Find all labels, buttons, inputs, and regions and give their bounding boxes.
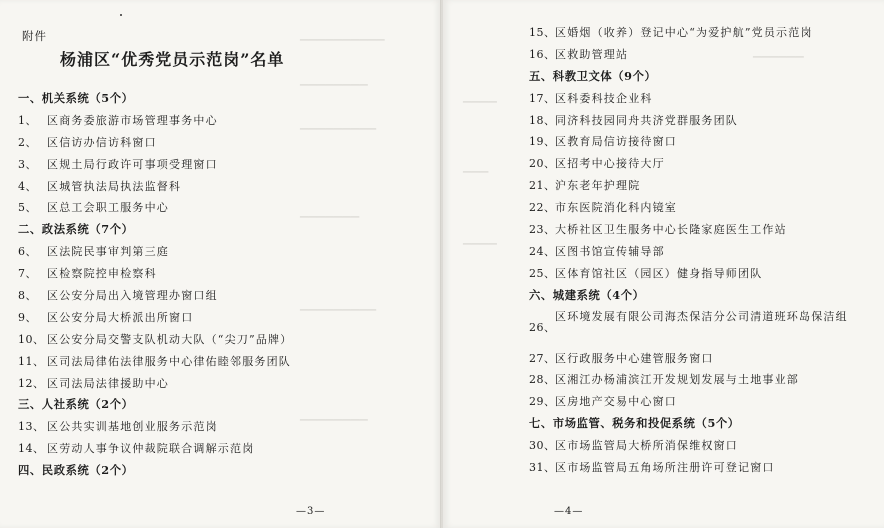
page-number: —3— (296, 506, 326, 517)
list-item (0, 416, 441, 438)
list-item (0, 307, 441, 329)
show-through-mark: ▁▁▁▁▁▁▁▁▁ (300, 298, 377, 311)
item-text: 区劳动人事争议仲裁院联合调解示范岗 (47, 442, 255, 456)
list-item (443, 241, 884, 263)
item-text: 区司法局律佑法律服务中心律佑睦邻服务团队 (47, 354, 291, 368)
list-item (443, 457, 884, 479)
item-number: 28、 (529, 373, 556, 387)
item-text: 区行政服务中心建管服务窗口 (555, 351, 714, 365)
item-number: 2、 (18, 135, 37, 149)
list-item (443, 153, 884, 175)
section-title: 六、城建系统（4个） (529, 287, 645, 302)
item-text: 沪东老年护理院 (555, 179, 641, 193)
page-number: —4— (554, 506, 584, 517)
item-text: 区招考中心接待大厅 (555, 157, 665, 171)
section-heading (0, 460, 441, 482)
list-item (0, 285, 441, 307)
right-page (443, 0, 884, 528)
item-number: 7、 (18, 267, 37, 281)
item-number: 1、 (18, 113, 37, 127)
item-text: 同济科技园同舟共济党群服务团队 (555, 113, 738, 127)
list-item (0, 351, 441, 373)
list-item (443, 110, 884, 132)
section-heading (0, 394, 441, 416)
item-number: 29、 (529, 395, 556, 409)
show-through-mark: ▁▁▁▁▁▁ (753, 45, 804, 58)
item-number: 17、 (529, 91, 556, 105)
item-number: 5、 (18, 201, 37, 215)
item-number: 13、 (18, 420, 45, 434)
item-text: 区市场监管局五角场所注册许可登记窗口 (555, 461, 775, 475)
section-title: 一、机关系统（5个） (18, 91, 134, 105)
item-text: 区市场监管局大桥所消保维权窗口 (555, 439, 738, 453)
item-number: 19、 (529, 135, 556, 149)
left-list (0, 88, 441, 482)
item-number: 16、 (529, 47, 556, 61)
item-number: 14、 (18, 442, 45, 456)
item-text: 区信访办信访科窗口 (47, 135, 157, 149)
item-text: 市东医院消化科内镜室 (555, 201, 677, 215)
list-item (443, 88, 884, 110)
item-text: 区科委科技企业科 (555, 91, 653, 105)
item-text: 区图书馆宣传辅导部 (555, 244, 665, 258)
section-heading (0, 88, 441, 110)
list-item (443, 219, 884, 241)
item-text: 区检察院控申检察科 (47, 267, 157, 281)
item-number: 9、 (18, 310, 37, 324)
item-number: 11、 (18, 354, 45, 368)
item-text: 区城管执法局执法监督科 (47, 179, 182, 193)
show-through-mark: ▁▁▁ (463, 160, 489, 173)
list-item (443, 391, 884, 413)
item-number: 31、 (529, 461, 556, 475)
show-through-mark: ▁▁▁▁ (463, 232, 497, 245)
list-item (0, 154, 441, 176)
list-item (0, 197, 441, 219)
item-number: 27、 (529, 351, 556, 365)
section-heading (443, 66, 884, 88)
item-number: 15、 (529, 26, 556, 39)
list-item (443, 44, 884, 66)
item-text: 区司法局法律援助中心 (47, 376, 169, 390)
item-text: 区商务委旅游市场管理事务中心 (47, 113, 218, 127)
item-number: 4、 (18, 179, 37, 193)
item-text: 区救助管理站 (555, 47, 629, 61)
list-item (443, 197, 884, 219)
item-text: 区总工会职工服务中心 (47, 201, 169, 215)
list-item (443, 307, 884, 348)
section-heading (443, 285, 884, 307)
list-item (0, 373, 441, 395)
item-text: 区湘江办杨浦滨江开发规划发展与土地事业部 (555, 373, 799, 387)
show-through-mark: ▁▁▁▁▁▁▁▁▁▁ (300, 28, 385, 41)
item-text: 区公安分局大桥派出所窗口 (47, 310, 194, 324)
item-number: 12、 (18, 376, 45, 390)
item-text: 区婚烟（收养）登记中心“为爱护航”党员示范岗 (555, 26, 813, 39)
item-text: 区房地产交易中心窗口 (555, 395, 677, 409)
item-text: 区教育局信访接待窗口 (555, 135, 677, 149)
list-item (443, 131, 884, 153)
list-item (0, 176, 441, 198)
show-through-mark: ▁▁▁▁▁▁▁▁ (300, 73, 368, 86)
list-item (443, 175, 884, 197)
item-number: 23、 (529, 223, 556, 237)
item-text: 区环境发展有限公司海杰保洁分公司清道班环岛保洁组 (555, 309, 848, 323)
section-heading (0, 219, 441, 241)
list-item (0, 438, 441, 460)
attachment-label: 附件 (22, 29, 47, 43)
page-title: 杨浦区“优秀党员示范岗”名单 (60, 50, 285, 69)
item-text: 区体育馆社区（园区）健身指导师团队 (555, 266, 763, 280)
item-text: 区公安分局交警支队机动大队（“尖刀”品牌） (47, 332, 293, 346)
item-number: 10、 (18, 332, 45, 346)
right-list (443, 22, 884, 479)
section-title: 四、民政系统（2个） (18, 463, 134, 478)
section-title: 七、市场监管、税务和投促系统（5个） (529, 416, 740, 431)
scan-speck (120, 14, 122, 16)
item-number: 3、 (18, 157, 37, 171)
list-item (443, 22, 884, 44)
item-number: 18、 (529, 113, 556, 127)
item-number: 21、 (529, 179, 556, 193)
item-number: 8、 (18, 289, 37, 303)
list-item (0, 329, 441, 351)
item-number: 20、 (529, 157, 556, 171)
left-page (0, 0, 441, 528)
item-number: 24、 (529, 244, 556, 258)
list-item (0, 263, 441, 285)
list-item (443, 348, 884, 370)
item-text: 大桥社区卫生服务中心长隆家庭医生工作站 (555, 223, 787, 237)
list-item (0, 241, 441, 263)
show-through-mark: ▁▁▁▁▁▁▁▁ (300, 408, 368, 421)
item-text: 区公共实训基地创业服务示范岗 (47, 420, 218, 434)
item-number: 22、 (529, 201, 556, 215)
list-item (443, 369, 884, 391)
item-text: 区规土局行政许可事项受理窗口 (47, 157, 218, 171)
item-number: 6、 (18, 245, 37, 259)
list-item (443, 263, 884, 285)
show-through-mark: ▁▁▁▁▁▁▁▁▁ (300, 117, 377, 130)
item-number: 30、 (529, 439, 556, 453)
section-title: 三、人社系统（2个） (18, 397, 134, 412)
list-item (0, 132, 441, 154)
item-text: 区法院民事审判第三庭 (47, 245, 169, 259)
list-item (0, 110, 441, 132)
item-text: 区公安分局出入境管理办窗口组 (47, 289, 218, 303)
list-item (443, 435, 884, 457)
item-number: 26、 (529, 320, 556, 334)
section-title: 五、科教卫文体（9个） (529, 68, 657, 83)
section-heading (443, 413, 884, 435)
section-title: 二、政法系统（7个） (18, 222, 134, 237)
show-through-mark: ▁▁▁▁▁▁▁ (300, 205, 360, 218)
item-number: 25、 (529, 266, 556, 280)
show-through-mark: ▁▁▁▁ (463, 90, 497, 103)
